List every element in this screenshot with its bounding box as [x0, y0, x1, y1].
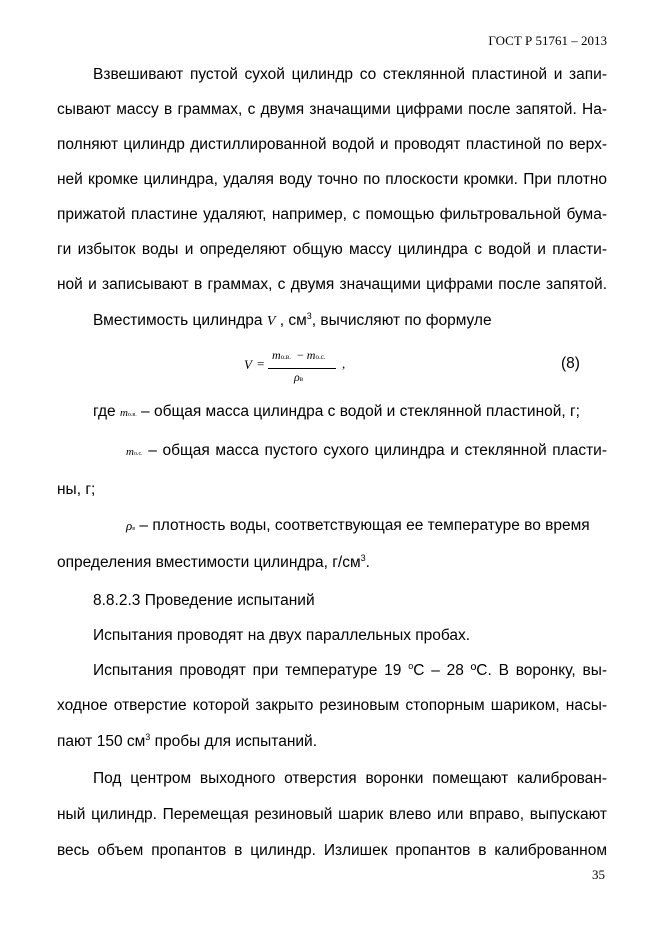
capacity-line: Вместимость цилиндра V , $см^3$, вычисляют по формуле	[93, 311, 492, 329]
text-line: ный цилиндр. Перемещая резиновый шарик влево или вправо, выпускают	[57, 806, 607, 823]
document-header: ГОСТ Р 51761 – 2013	[488, 33, 607, 48]
page-number: 35	[592, 867, 605, 882]
definition-rho-cont: определения вместимости цилиндра, $г/см^3$.	[57, 553, 370, 571]
text-line: полняют цилиндр дистиллированной водой и проводят пластиной по верх-	[57, 136, 607, 153]
formula-denominator: ρв	[294, 370, 304, 384]
text-line: прижатой пластине удаляют, например, с помощью фильтровальной бума-	[57, 206, 607, 223]
definition-m-os: mо.с. – общая масса пустого сухого цилиндра и стеклянной пласти-	[126, 442, 607, 459]
text-line: Взвешивают пустой сухой цилиндр со стеклянной пластиной и запи-	[93, 66, 607, 83]
section-heading: 8.8.2.3 Проведение испытаний	[93, 592, 315, 609]
formula-equals: =	[257, 356, 265, 371]
text-line: ходное отверстие которой закрыто резиновым стопорным шариком, насы-	[57, 697, 607, 714]
formula-comma: ,	[342, 356, 346, 371]
text-line: весь объем пропантов в цилиндр. Излишек пропантов в калиброванном	[57, 842, 607, 859]
formula-numerator: mо.в. − mо.с.	[272, 348, 326, 362]
paragraph-parallel: Испытания проводят на двух параллельных пробах.	[93, 627, 471, 644]
text-line: Под центром выходного отверстия воронки помещают калиброван-	[93, 770, 607, 787]
text-line: ги избыток воды и определяют общую массу цилиндра с водой и пласти-	[57, 241, 607, 258]
definition-m-ov: где mо.в. – общая масса цилиндра с водой и стеклянной пластиной, г;	[93, 403, 580, 420]
text-line: сывают массу в граммах, с двумя значащими цифрами после запятой. На-	[57, 101, 607, 118]
definition-m-os-cont: ны, г;	[57, 481, 96, 498]
text-line: пают 150 $см^3$ пробы для испытаний.	[57, 732, 318, 750]
definition-rho: ρв – плотность воды, соответствующая ее температуре во время	[126, 517, 590, 534]
text-line: Испытания проводят при температуре 19 $^о$С – 28 ºС. В воронку, вы-	[93, 661, 607, 679]
formula-lhs: V	[244, 357, 252, 372]
text-line: ной и записывают в граммах, с двумя значащими цифрами после запятой.	[57, 276, 607, 293]
fraction-bar	[268, 368, 336, 369]
equation-number: (8)	[561, 355, 580, 372]
text-line: ней кромке цилиндра, удаляя воду точно по плоскости кромки. При плотно	[57, 171, 607, 188]
